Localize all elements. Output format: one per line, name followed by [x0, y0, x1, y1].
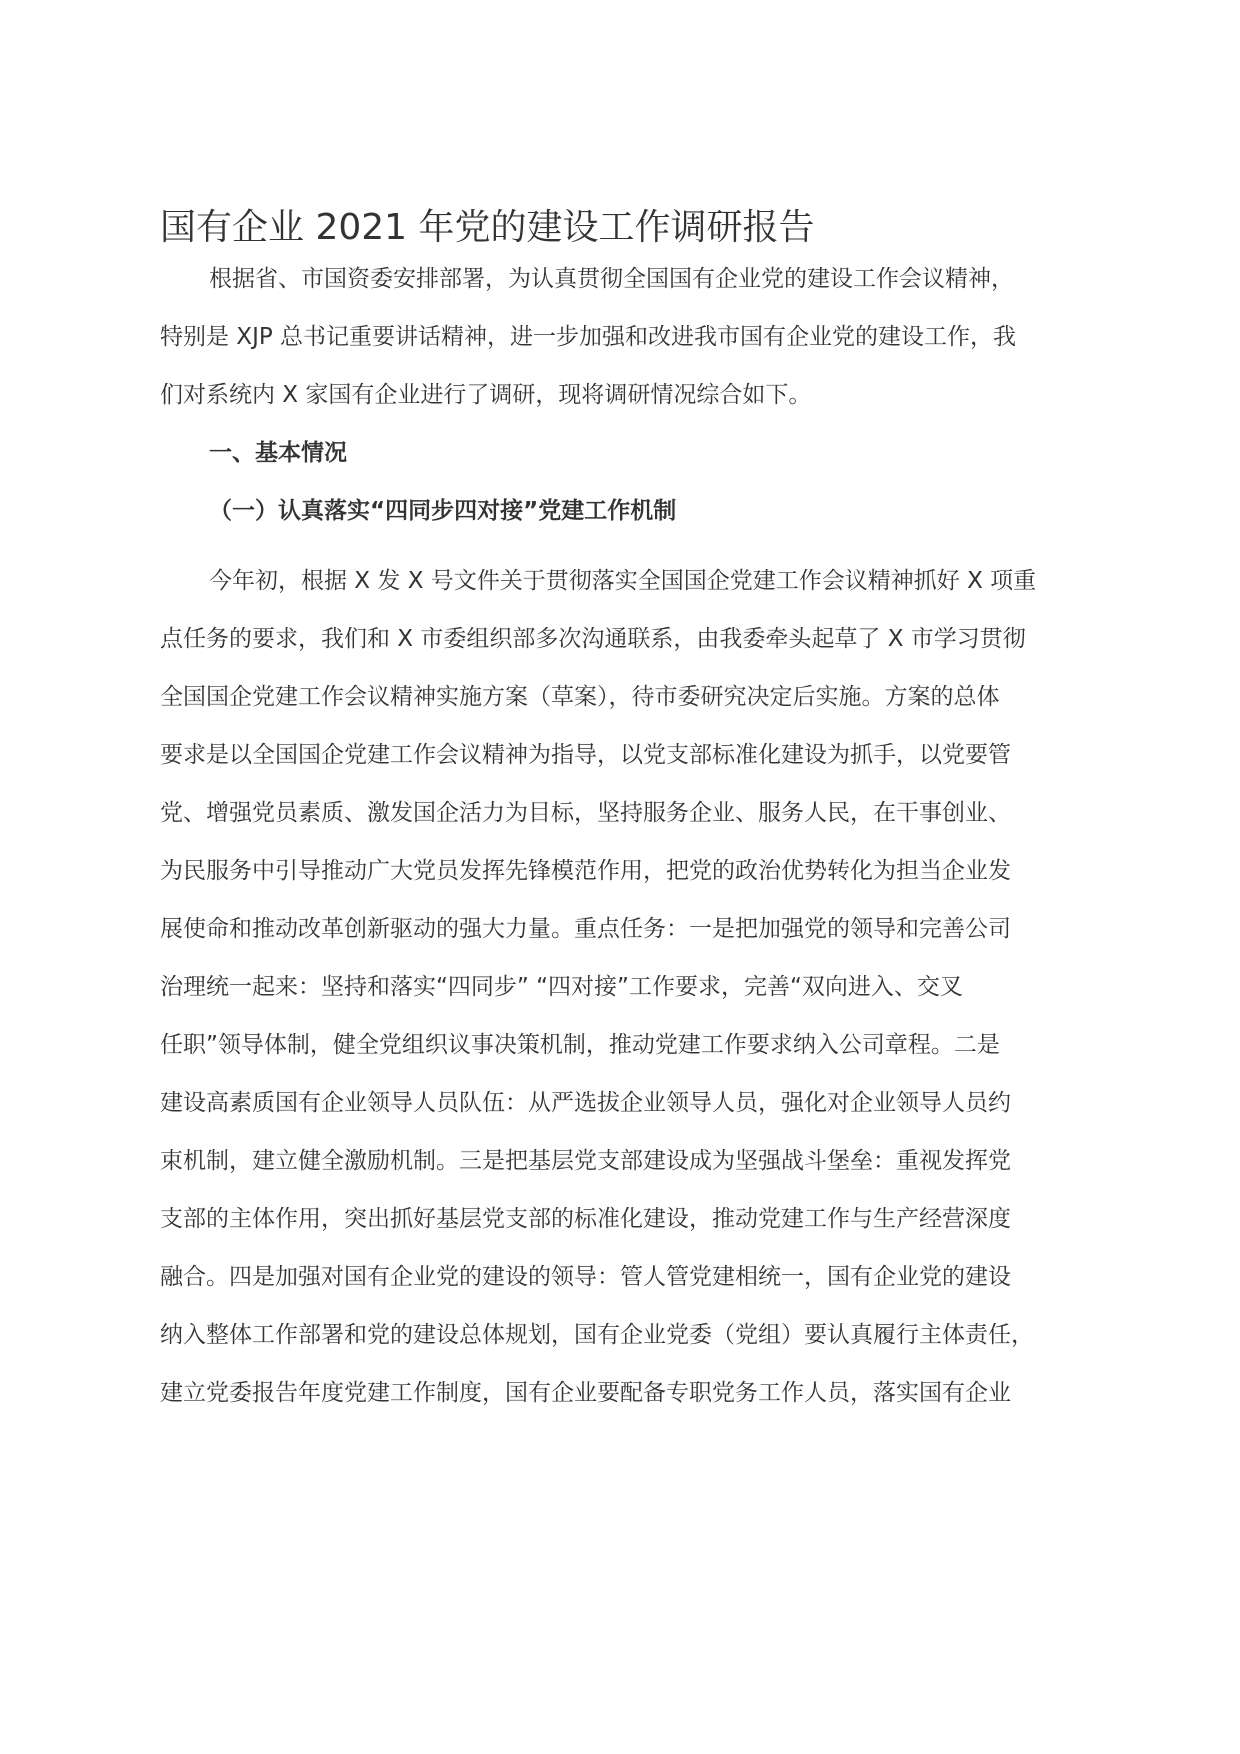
- body-line: 任职”领导体制，健全党组织议事决策机制，推动党建工作要求纳入公司章程。二是: [160, 1032, 1000, 1058]
- body-line: 建立党委报告年度党建工作制度，国有企业要配备专职党务工作人员，落实国有企业: [160, 1380, 1011, 1406]
- body-line: 纳入整体工作部署和党的建设总体规划，国有企业党委（党组）要认真履行主体责任，: [160, 1322, 1034, 1348]
- body-line: 支部的主体作用，突出抓好基层党支部的标准化建设，推动党建工作与生产经营深度: [160, 1206, 1011, 1232]
- body-line: 点任务的要求，我们和 X 市委组织部多次沟通联系，由我委牵头起草了 X 市学习贯彻: [160, 626, 1026, 652]
- subsection-heading: （一）认真落实“四同步四对接”党建工作机制: [209, 498, 677, 524]
- intro-line: 特别是 XJP 总书记重要讲话精神，进一步加强和改进我市国有企业党的建设工作，我: [160, 324, 1017, 350]
- body-line: 今年初，根据 X 发 X 号文件关于贯彻落实全国国企党建工作会议精神抓好 X 项重: [209, 568, 1037, 594]
- body-line: 融合。四是加强对国有企业党的建设的领导：管人管党建相统一，国有企业党的建设: [160, 1264, 1011, 1290]
- section-heading: 一、基本情况: [209, 440, 347, 466]
- body-line: 全国国企党建工作会议精神实施方案（草案），待市委研究决定后实施。方案的总体: [160, 684, 1000, 710]
- body-line: 建设高素质国有企业领导人员队伍：从严选拔企业领导人员，强化对企业领导人员约: [160, 1090, 1011, 1116]
- body-line: 要求是以全国国企党建工作会议精神为指导，以党支部标准化建设为抓手，以党要管: [160, 742, 1011, 768]
- body-line: 党、增强党员素质、激发国企活力为目标，坚持服务企业、服务人民，在干事创业、: [160, 800, 1011, 826]
- intro-line: 们对系统内 X 家国有企业进行了调研，现将调研情况综合如下。: [160, 382, 812, 408]
- body-line: 束机制，建立健全激励机制。三是把基层党支部建设成为坚强战斗堡垒：重视发挥党: [160, 1148, 1011, 1174]
- body-line: 治理统一起来：坚持和落实“四同步” “四对接”工作要求，完善“双向进入、交叉: [160, 974, 963, 1000]
- body-line: 展使命和推动改革创新驱动的强大力量。重点任务：一是把加强党的领导和完善公司: [160, 916, 1011, 942]
- intro-line: 根据省、市国资委安排部署，为认真贯彻全国国有企业党的建设工作会议精神，: [209, 266, 1014, 292]
- document-title: 国有企业 2021 年党的建设工作调研报告: [160, 207, 815, 248]
- body-line: 为民服务中引导推动广大党员发挥先锋模范作用，把党的政治优势转化为担当企业发: [160, 858, 1011, 884]
